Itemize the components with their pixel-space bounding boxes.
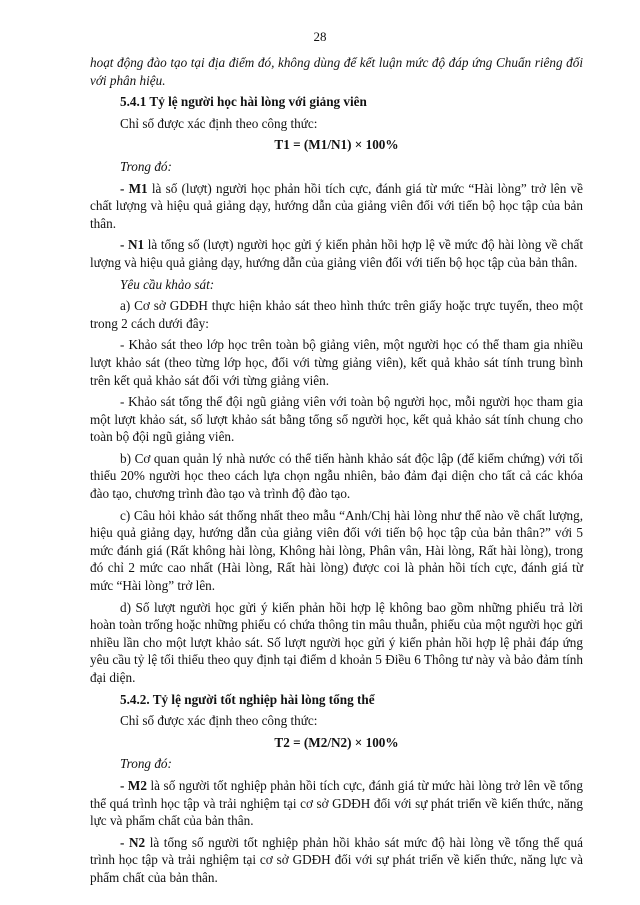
- definition-n2: [90, 834, 583, 887]
- requirement-a: a) Cơ sở GDĐH thực hiện khảo sát theo hình thức trên giấy hoặc trực tuyến, theo một trong 2 cách dưới đây:: [90, 298, 583, 331]
- term-m1: - M1: [120, 180, 148, 196]
- requirement-b: b) Cơ quan quản lý nhà nước có thể tiến hành khảo sát độc lập (để kiểm chứng) với tối thiểu 20% người học theo cách lựa chọn ngẫu nhiên, bảo đảm đại diện cho tất cả các khóa đào tạo, chương trình đào tạo và trình độ đào tạo.: [90, 450, 583, 502]
- definition-m2-text: là số người tốt nghiệp phản hồi tích cực, đánh giá từ mức hài lòng trở lên về tổng thể quá trình học tập và trải nghiệm tại cơ sở GDĐH đối với sự phát triển về kiến thức, năng lực và phẩm chất của bản thân.: [90, 777, 583, 829]
- requirement-c: c) Câu hỏi khảo sát thống nhất theo mẫu “Anh/Chị hài lòng như thế nào về chất lượng, hiệu quả giảng dạy, hướng dẫn của giảng viên đối với tiến bộ học tập của bản thân?” với 5 mức đánh giá (Rất không hài lòng, Không hài lòng, Phân vân, Hài lòng, Rất hài lòng), trong đó chỉ 2 mức cao nhất (Hài lòng, Rất hài lòng) được coi là phản hồi tích cực, đánh giá từ mức “Hài lòng” trở lên.: [90, 507, 583, 594]
- requirement-d: d) Số lượt người học gửi ý kiến phản hồi hợp lệ không bao gồm những phiếu trả lời hoàn toàn trống hoặc những phiếu có chứa thông tin mâu thuẫn, phiếu của một người học gửi nhiều lần cho một lượt khảo sát. Số lượt người học gửi ý kiến phản hồi hợp lệ phải đáp ứng yêu cầu tỷ lệ tối thiểu theo quy định tại điểm d khoản 5 Điều 6 Thông tư này và bảo đảm tính đại diện.: [90, 599, 583, 685]
- requirement-a-option-2: - Khảo sát tổng thể đội ngũ giảng viên với toàn bộ người học, mỗi người học tham gia một lượt khảo sát, số lượt khảo sát bằng tổng số người học, kết quả khảo sát tính chung cho toàn bộ đội ngũ giảng viên.: [90, 394, 583, 445]
- section-heading-5-4-1: 5.4.1 Tỷ lệ người học hài lòng với giảng viên: [120, 94, 367, 110]
- section-heading-5-4-2: 5.4.2. Tỷ lệ người tốt nghiệp hài lòng tổng thể: [120, 691, 375, 707]
- term-m2: - M2: [120, 777, 147, 793]
- page-content: [90, 54, 583, 891]
- definition-m1: [90, 180, 583, 233]
- formula-intro-2: Chỉ số được xác định theo công thức:: [120, 713, 318, 729]
- definition-n1: [90, 236, 583, 271]
- term-n1: - N1: [120, 237, 145, 253]
- intro-paragraph: hoạt động đào tạo tại địa điểm đó, không dùng để kết luận mức độ đáp ứng Chuẩn riêng đối với phân hiệu.: [90, 55, 583, 88]
- survey-requirements-label: Yêu cầu khảo sát:: [120, 276, 215, 292]
- definition-m1-text: là số (lượt) người học phản hồi tích cực, đánh giá từ mức “Hài lòng” trở lên về chất lượng và hiệu quả giảng dạy, hướng dẫn của giảng viên đối với tiến bộ học tập của bản thân.: [90, 180, 583, 231]
- requirement-a-option-1: - Khảo sát theo lớp học trên toàn bộ giảng viên, một người học có thể tham gia nhiều lượt khảo sát (theo từng lớp học, đối với từng giảng viên), kết quả khảo sát tính trung bình trên kết quả khảo sát đối với từng giảng viên.: [90, 337, 583, 388]
- definition-n2-text: là tổng số người tốt nghiệp phản hồi khảo sát mức độ hài lòng về tổng thể quá trình học tập và trải nghiệm tại cơ sở GDĐH đối với sự phát triển về kiến thức, năng lực và phẩm chất của bản thân.: [90, 834, 583, 885]
- formula-t1: T1 = (M1/N1) × 100%: [274, 137, 399, 153]
- where-label-2: Trong đó:: [120, 756, 172, 772]
- formula-intro: Chỉ số được xác định theo công thức:: [120, 115, 318, 131]
- where-label: Trong đó:: [120, 158, 172, 174]
- definition-m2: [90, 777, 583, 830]
- formula-t2: T2 = (M2/N2) × 100%: [274, 734, 399, 750]
- definition-n1-text: là tổng số (lượt) người học gửi ý kiến phản hồi hợp lệ về mức độ hài lòng về chất lượng và hiệu quả giảng dạy, hướng dẫn của giảng viên đối với tiến bộ học tập của bản thân.: [90, 237, 583, 270]
- page-number: 28: [313, 29, 327, 44]
- term-n2: - N2: [120, 834, 146, 850]
